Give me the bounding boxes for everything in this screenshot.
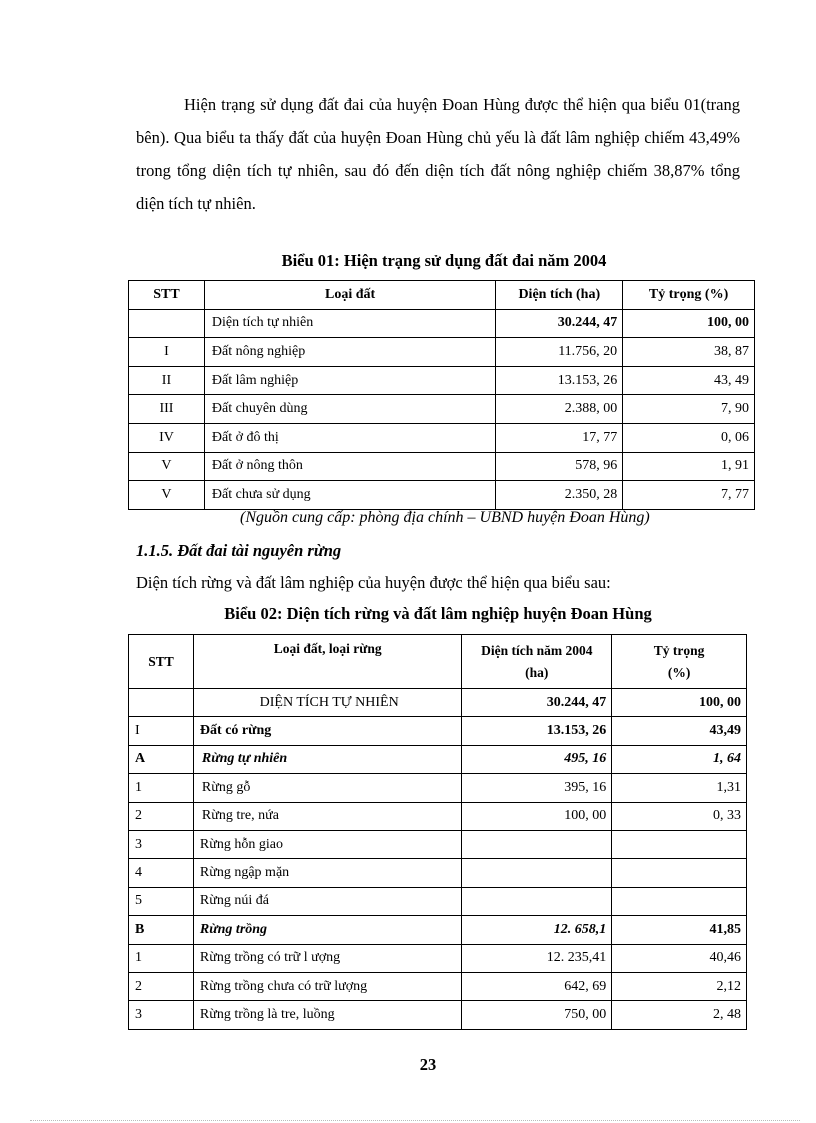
table1-cell-stt: III — [129, 395, 205, 424]
table2-cell-stt: 4 — [129, 859, 194, 887]
table2-cell-stt: 2 — [129, 972, 194, 1000]
table2-header-area — [462, 635, 612, 689]
table1-cell-name: Đất chưa sử dụng — [204, 481, 495, 510]
table-row — [129, 887, 747, 915]
table-row — [129, 309, 755, 338]
table2-cell-area: 12. 658,1 — [462, 916, 612, 944]
table2-cell-pct: 0, 33 — [612, 802, 747, 830]
table1-header-name: Loại đất — [204, 281, 495, 310]
table2-cell-stt: 1 — [129, 774, 194, 802]
table2-cell-pct: 2, 48 — [612, 1001, 747, 1029]
table2-cell-pct: 41,85 — [612, 916, 747, 944]
table2-cell-stt: 3 — [129, 830, 194, 858]
table2-cell-name: Rừng gỗ — [193, 774, 462, 802]
section-intro: Diện tích rừng và đất lâm nghiệp của huyện được thể hiện qua biểu sau: — [136, 573, 611, 592]
table2-cell-area: 12. 235,41 — [462, 944, 612, 972]
table-row — [129, 366, 755, 395]
table1-cell-pct: 7, 77 — [623, 481, 755, 510]
table2-cell-area: 13.153, 26 — [462, 717, 612, 745]
table1-cell-stt: V — [129, 452, 205, 481]
table2-cell-stt: 2 — [129, 802, 194, 830]
table-row — [129, 944, 747, 972]
table1-cell-name: Đất nông nghiệp — [204, 338, 495, 367]
table2-cell-pct: 43,49 — [612, 717, 747, 745]
table2-cell-pct: 1,31 — [612, 774, 747, 802]
table-row — [129, 481, 755, 510]
table2-cell-name: DIỆN TÍCH TỰ NHIÊN — [193, 689, 462, 717]
table1-caption: Biểu 01: Hiện trạng sử dụng đất đai năm 2004 — [281, 251, 607, 270]
table-row — [129, 916, 747, 944]
table1-cell-pct: 1, 91 — [623, 452, 755, 481]
table-row — [129, 802, 747, 830]
table1-cell-pct: 38, 87 — [623, 338, 755, 367]
table2-cell-name: Rừng trồng — [193, 916, 462, 944]
table1-header-stt: STT — [129, 281, 205, 310]
table1-cell-stt: V — [129, 481, 205, 510]
table-row — [129, 774, 747, 802]
page-number: 23 — [419, 1055, 437, 1074]
table2-cell-name: Đất có rừng — [193, 717, 462, 745]
table1-cell-area: 2.350, 28 — [496, 481, 623, 510]
table2-cell-pct: 100, 00 — [612, 689, 747, 717]
table2-header-pct-line1: Tỷ trọng — [653, 642, 705, 658]
intro-paragraph-text: Hiện trạng sử dụng đất đai của huyện Đoan Hùng được thể hiện qua biểu 01(trang bên). Qua biểu ta thấy đất của huyện Đoan Hùng chủ yếu là đất lâm nghiệp chiếm 43,49% trong tổng diện tích tự nhiên, sau đó đến diện tích đất nông nghiệp chiếm 38,87% tổng diện tích tự nhiên. — [136, 95, 740, 213]
table1-cell-name: Đất ở nông thôn — [204, 452, 495, 481]
table2-header-pct-line2: (%) — [667, 664, 691, 680]
table-row — [129, 972, 747, 1000]
table1-cell-name: Diện tích tự nhiên — [204, 309, 495, 338]
table2-header-stt: STT — [129, 635, 194, 689]
table2-cell-area: 642, 69 — [462, 972, 612, 1000]
table2-header-pct — [612, 635, 747, 689]
table2-cell-pct — [612, 887, 747, 915]
table2-caption: Biểu 02: Diện tích rừng và đất lâm nghiệp huyện Đoan Hùng — [224, 604, 652, 623]
table1-cell-stt: IV — [129, 423, 205, 452]
table2-cell-name: Rừng núi đá — [193, 887, 462, 915]
table-row — [129, 745, 747, 773]
table2-cell-area: 495, 16 — [462, 745, 612, 773]
table2-cell-pct: 1, 64 — [612, 745, 747, 773]
table2-cell-stt: 5 — [129, 887, 194, 915]
table2-header-area-line1: Diện tích năm 2004 — [481, 642, 593, 658]
table1-cell-name: Đất ở đô thị — [204, 423, 495, 452]
table1-header-pct: Tỷ trọng (%) — [623, 281, 755, 310]
table1-cell-area: 578, 96 — [496, 452, 623, 481]
table1-source-note: (Nguồn cung cấp: phòng địa chính – UBND huyện Đoan Hùng) — [240, 509, 650, 526]
table2-cell-area: 750, 00 — [462, 1001, 612, 1029]
intro-paragraph — [136, 88, 740, 220]
table1-cell-area: 11.756, 20 — [496, 338, 623, 367]
table2-cell-name: Rừng trồng là tre, luồng — [193, 1001, 462, 1029]
table1-cell-area: 13.153, 26 — [496, 366, 623, 395]
table1-cell-area: 17, 77 — [496, 423, 623, 452]
table2-cell-stt: I — [129, 717, 194, 745]
table2-cell-name: Rừng tre, nứa — [193, 802, 462, 830]
table2-cell-area — [462, 887, 612, 915]
table1-cell-area: 30.244, 47 — [496, 309, 623, 338]
table2-cell-name: Rừng trồng chưa có trữ lượng — [193, 972, 462, 1000]
table-row — [129, 717, 747, 745]
table2-header-name — [193, 635, 462, 689]
table2-cell-area: 30.244, 47 — [462, 689, 612, 717]
table2-header-row — [129, 635, 747, 689]
table2-cell-stt: A — [129, 745, 194, 773]
forest-land-table — [128, 634, 747, 1030]
table2-cell-stt: 3 — [129, 1001, 194, 1029]
table1-cell-pct: 7, 90 — [623, 395, 755, 424]
table2-cell-name: Rừng trồng có trữ l ượng — [193, 944, 462, 972]
table2-cell-area: 100, 00 — [462, 802, 612, 830]
table2-cell-pct — [612, 830, 747, 858]
table1-header-area: Diện tích (ha) — [496, 281, 623, 310]
table1-cell-name: Đất chuyên dùng — [204, 395, 495, 424]
table-row — [129, 452, 755, 481]
table1-cell-pct: 0, 06 — [623, 423, 755, 452]
land-use-table — [128, 280, 755, 510]
table2-cell-name: Rừng ngập mặn — [193, 859, 462, 887]
table1-cell-area: 2.388, 00 — [496, 395, 623, 424]
table2-cell-name: Rừng hỗn giao — [193, 830, 462, 858]
table-row — [129, 395, 755, 424]
table2-cell-name: Rừng tự nhiên — [193, 745, 462, 773]
table1-cell-pct: 43, 49 — [623, 366, 755, 395]
table1-cell-pct: 100, 00 — [623, 309, 755, 338]
table-row — [129, 338, 755, 367]
table2-cell-pct — [612, 859, 747, 887]
table-row — [129, 423, 755, 452]
table1-cell-stt: I — [129, 338, 205, 367]
table-row — [129, 1001, 747, 1029]
table2-cell-stt: B — [129, 916, 194, 944]
table2-header-area-line2: (ha) — [525, 664, 549, 680]
table-row — [129, 689, 747, 717]
table2-cell-stt: 1 — [129, 944, 194, 972]
table1-cell-name: Đất lâm nghiệp — [204, 366, 495, 395]
table2-cell-area — [462, 859, 612, 887]
table2-cell-area: 395, 16 — [462, 774, 612, 802]
table1-header-row — [129, 281, 755, 310]
table2-cell-pct: 40,46 — [612, 944, 747, 972]
table2-header-name-text: Loại đất, loại rừng — [273, 641, 382, 656]
table-row — [129, 859, 747, 887]
table2-cell-area — [462, 830, 612, 858]
section-title: 1.1.5. Đất đai tài nguyên rừng — [136, 541, 342, 560]
page-bottom-divider — [30, 1120, 800, 1121]
table-row — [129, 830, 747, 858]
table2-cell-stt — [129, 689, 194, 717]
table1-cell-stt — [129, 309, 205, 338]
table1-cell-stt: II — [129, 366, 205, 395]
table2-cell-pct: 2,12 — [612, 972, 747, 1000]
